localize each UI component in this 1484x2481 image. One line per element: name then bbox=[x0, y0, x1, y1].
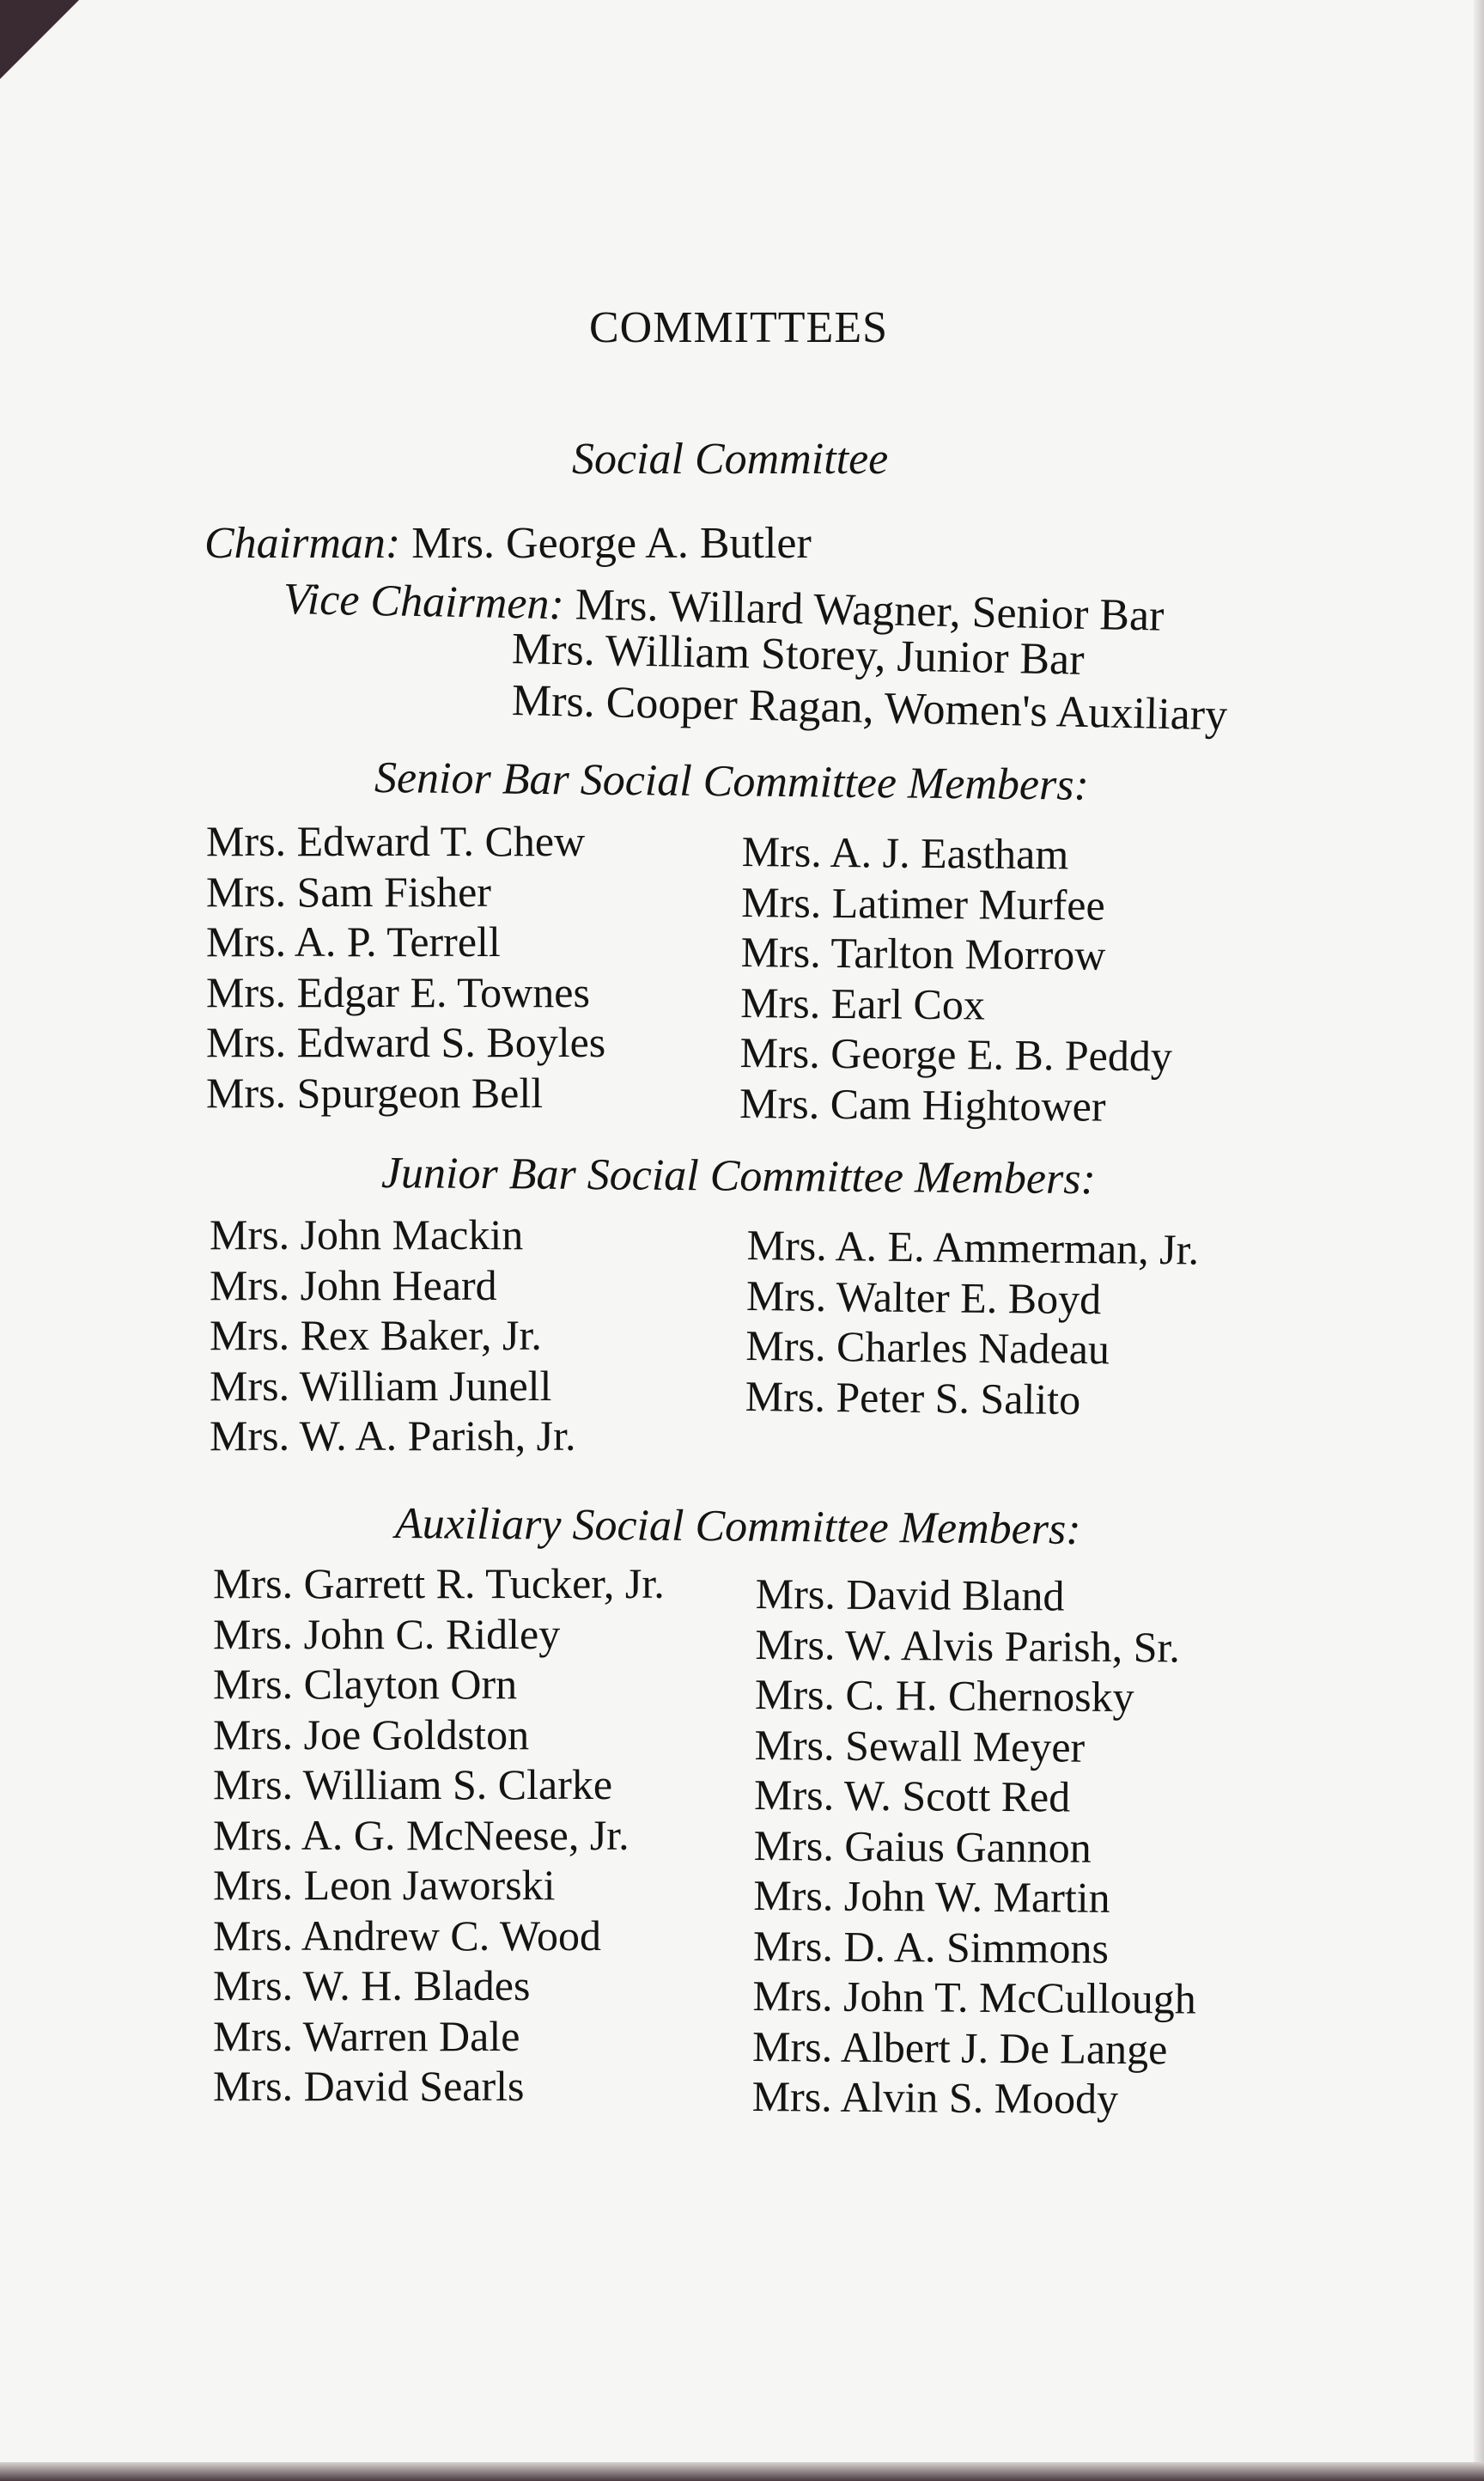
list-item: Mrs. A. E. Ammerman, Jr. bbox=[746, 1221, 1200, 1274]
auxiliary-left-column bbox=[213, 1558, 665, 2112]
list-item: Mrs. William S. Clarke bbox=[213, 1760, 613, 1808]
list-item: Mrs. Edgar E. Townes bbox=[206, 967, 590, 1016]
list-item: Mrs. Tarlton Morrow bbox=[740, 927, 1106, 979]
junior-bar-right-column bbox=[745, 1220, 1200, 1425]
list-item: Mrs. A. P. Terrell bbox=[206, 917, 501, 966]
list-item: Mrs. Edward T. Chew bbox=[206, 817, 586, 865]
junior-bar-heading: Junior Bar Social Committee Members: bbox=[380, 1149, 1097, 1204]
junior-bar-left-column bbox=[210, 1210, 575, 1461]
list-item: Mrs. Rex Baker, Jr. bbox=[210, 1311, 542, 1359]
list-item: Mrs. Sewall Meyer bbox=[754, 1720, 1086, 1771]
list-item: Mrs. Albert J. De Lange bbox=[751, 2021, 1168, 2073]
list-item: Mrs. Gaius Gannon bbox=[753, 1820, 1092, 1872]
chairman-name: Mrs. George A. Butler bbox=[411, 519, 812, 568]
senior-bar-left-column bbox=[206, 816, 605, 1118]
list-item: Mrs. Charles Nadeau bbox=[745, 1320, 1110, 1374]
social-committee-heading: Social Committee bbox=[572, 435, 889, 484]
list-item: Mrs. John Mackin bbox=[210, 1210, 524, 1259]
chairman-label: Chairman: bbox=[204, 519, 401, 568]
list-item: Mrs. Joe Goldston bbox=[213, 1710, 530, 1759]
list-item: Mrs. C. H. Chernosky bbox=[754, 1669, 1134, 1722]
list-item: Mrs. W. Alvis Parish, Sr. bbox=[755, 1619, 1181, 1671]
list-item: Mrs. David Bland bbox=[755, 1570, 1065, 1620]
chairman-line bbox=[204, 518, 812, 569]
list-item: Mrs. David Searls bbox=[213, 2062, 525, 2110]
list-item: Mrs. W. H. Blades bbox=[213, 1961, 531, 2009]
vice-chairmen-label: Vice Chairmen: bbox=[283, 575, 565, 630]
list-item: Mrs. Earl Cox bbox=[739, 978, 986, 1028]
list-item: Mrs. John T. McCullough bbox=[752, 1971, 1196, 2023]
page-bottom-edge bbox=[0, 2462, 1484, 2481]
list-item: Mrs. Peter S. Salito bbox=[745, 1371, 1081, 1423]
list-item: Mrs. Leon Jaworski bbox=[213, 1861, 556, 1909]
senior-bar-heading: Senior Bar Social Committee Members: bbox=[374, 753, 1090, 810]
list-item: Mrs. A. J. Eastham bbox=[741, 826, 1069, 879]
list-item: Mrs. Alvin S. Moody bbox=[751, 2071, 1119, 2123]
vice-chairman-1: Mrs. Willard Wagner, Senior Bar bbox=[575, 580, 1165, 641]
list-item: Mrs. Warren Dale bbox=[213, 2011, 520, 2060]
list-item: Mrs. Spurgeon Bell bbox=[206, 1068, 544, 1117]
list-item: Mrs. Edward S. Boyles bbox=[206, 1018, 606, 1066]
list-item: Mrs. George E. B. Peddy bbox=[739, 1027, 1173, 1081]
list-item: Mrs. William Junell bbox=[210, 1361, 552, 1410]
page-title: COMMITTEES bbox=[589, 303, 888, 352]
list-item: Mrs. D. A. Simmons bbox=[752, 1921, 1110, 1972]
list-item: Mrs. John C. Ridley bbox=[213, 1609, 561, 1658]
list-item: Mrs. Andrew C. Wood bbox=[213, 1911, 602, 1960]
list-item: Mrs. John Heard bbox=[210, 1260, 497, 1309]
senior-bar-right-column bbox=[739, 826, 1174, 1131]
list-item: Mrs. W. Scott Red bbox=[753, 1770, 1071, 1821]
list-item: Mrs. John W. Martin bbox=[753, 1870, 1110, 1922]
auxiliary-heading: Auxiliary Social Committee Members: bbox=[394, 1499, 1081, 1554]
list-item: Mrs. Latimer Murfee bbox=[740, 877, 1105, 930]
list-item: Mrs. Walter E. Boyd bbox=[745, 1271, 1102, 1323]
list-item: Mrs. A. G. McNeese, Jr. bbox=[213, 1810, 629, 1859]
list-item: Mrs. Garrett R. Tucker, Jr. bbox=[213, 1559, 665, 1607]
list-item: Mrs. W. A. Parish, Jr. bbox=[210, 1411, 576, 1460]
list-item: Mrs. Cam Hightower bbox=[739, 1078, 1106, 1131]
auxiliary-right-column bbox=[752, 1569, 1200, 2124]
page-corner-shadow bbox=[0, 0, 79, 79]
list-item: Mrs. Sam Fisher bbox=[206, 867, 491, 916]
vice-chairman-2: Mrs. William Storey, Junior Bar bbox=[511, 625, 1086, 685]
page-right-edge bbox=[1474, 0, 1484, 2481]
vice-chairman-3: Mrs. Cooper Ragan, Women's Auxiliary bbox=[511, 676, 1228, 741]
list-item: Mrs. Clayton Orn bbox=[213, 1660, 518, 1708]
